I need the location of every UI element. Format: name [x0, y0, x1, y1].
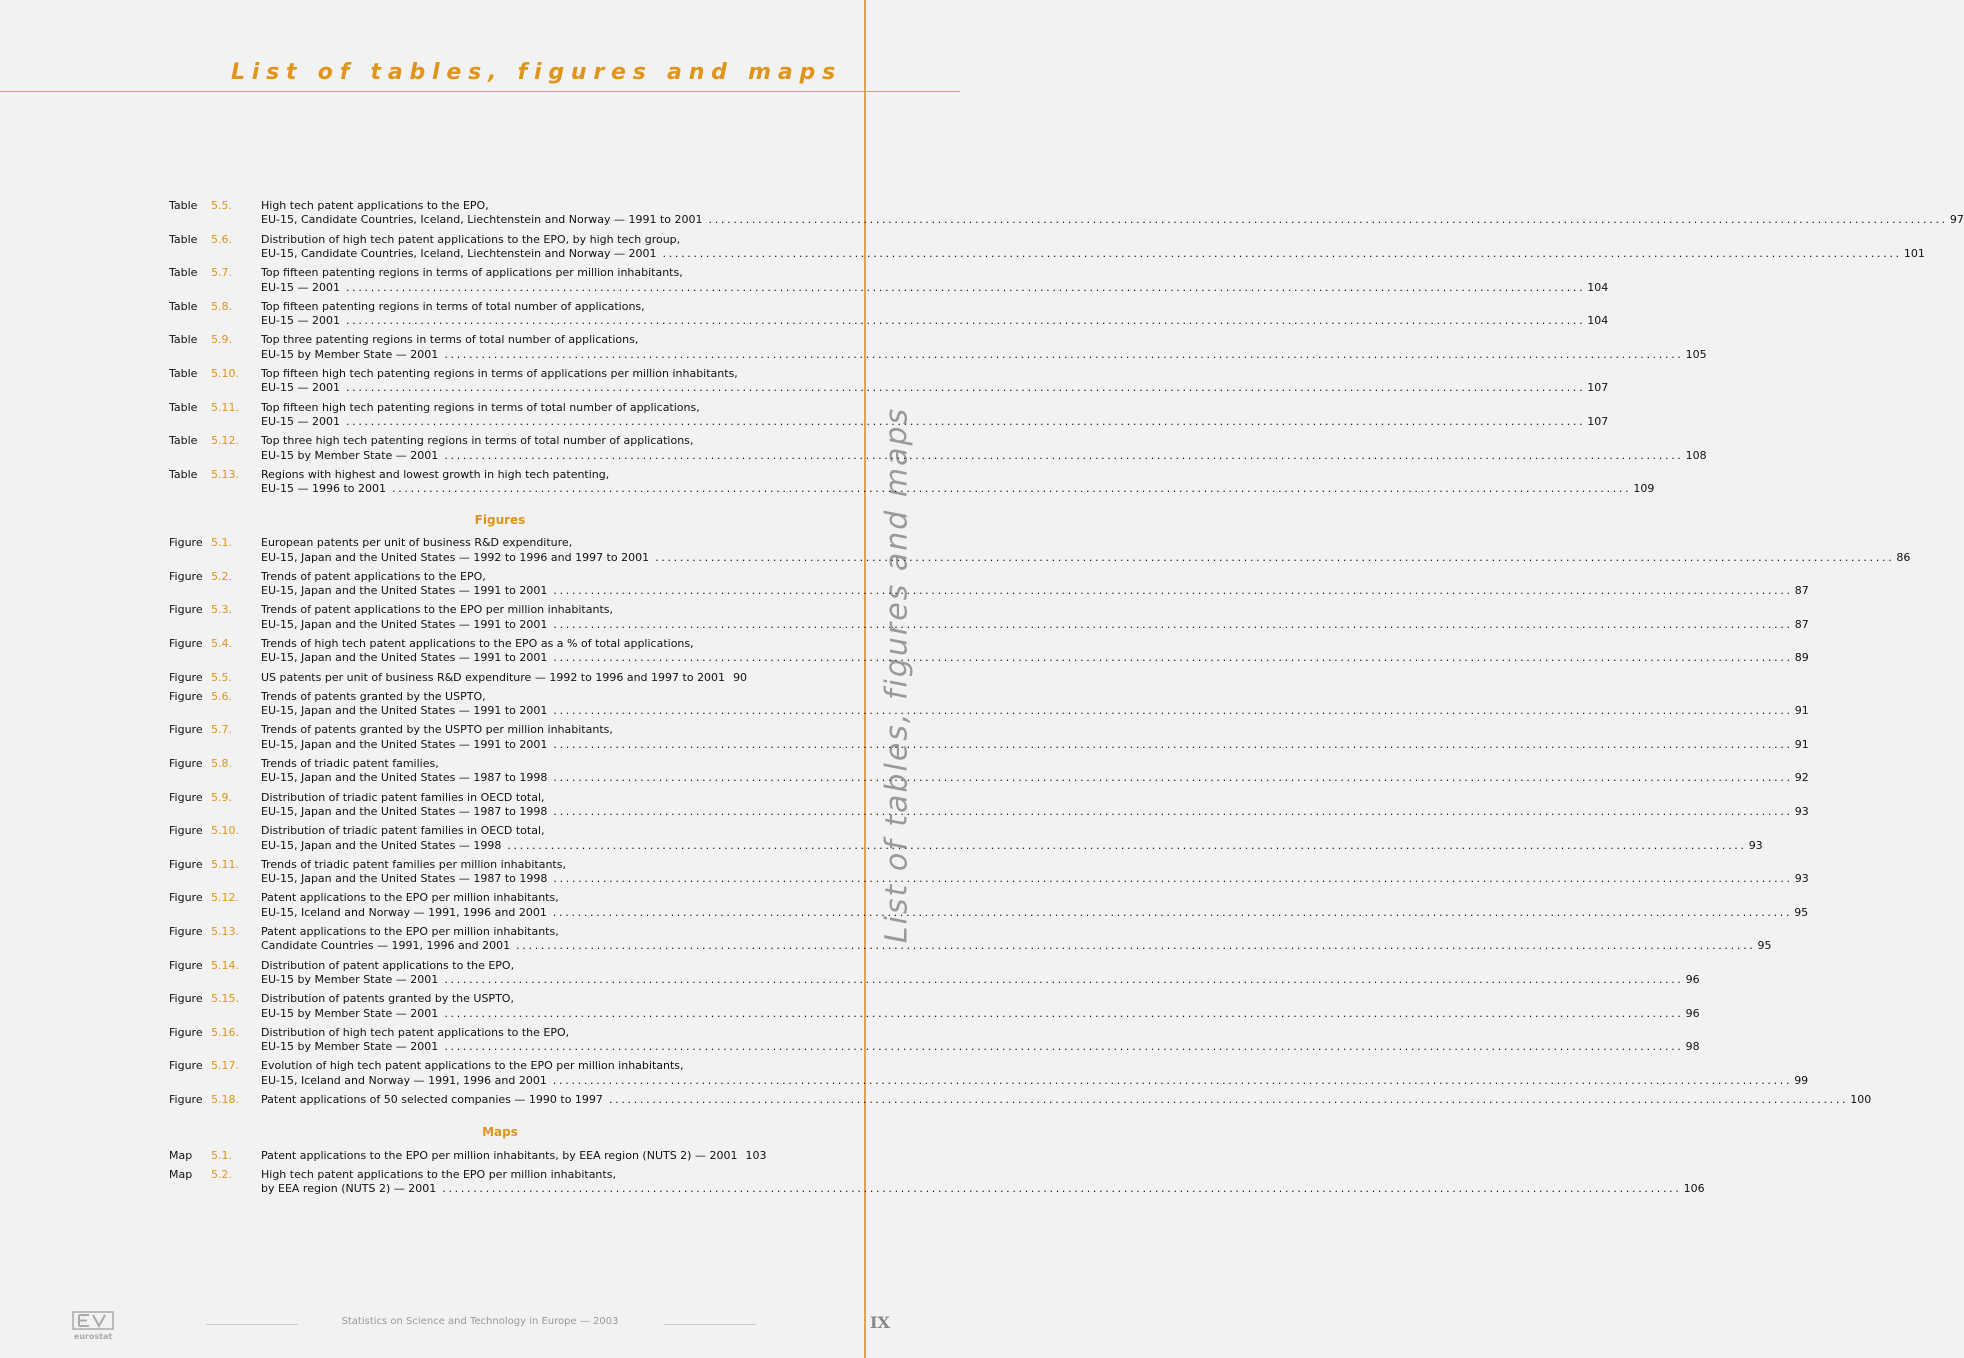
entry-number: 5.8. — [211, 756, 232, 770]
entry-description — [261, 1093, 1872, 1107]
dot-leader: ........................................................................................................................................................................................................ — [553, 617, 1793, 631]
entry-page: 91 — [1794, 737, 1809, 751]
entry-line-2 — [261, 939, 1772, 953]
entry-number: 5.8. — [211, 299, 232, 313]
entry-page: 92 — [1794, 771, 1809, 785]
dot-leader: ........................................................................................................................................................................................................ — [507, 838, 1747, 852]
side-rule — [864, 0, 866, 1358]
entry-line-2 — [261, 247, 1925, 261]
entry-line-1: Distribution of high tech patent applications to the EPO, by high tech group, — [261, 232, 681, 246]
entry-description — [261, 232, 1925, 262]
maps-list — [169, 1148, 1705, 1197]
entry-line-2 — [261, 280, 1609, 295]
entry-page: 95 — [1757, 939, 1772, 953]
entry-line-1: Trends of triadic patent families, — [261, 756, 439, 770]
entry-line-1: Patent applications to the EPO per million inhabitants, — [261, 925, 559, 938]
entry-description — [261, 400, 1609, 430]
entry-page: 96 — [1685, 973, 1700, 987]
entry-page: 87 — [1794, 617, 1809, 631]
entry-description — [261, 1148, 767, 1163]
entry-description — [261, 199, 1964, 228]
entry-page: 105 — [1685, 347, 1707, 361]
entry-number: 5.2. — [211, 569, 232, 583]
entry-description — [261, 857, 1809, 887]
entry-number: 5.14. — [211, 958, 239, 972]
entry-line-1: Trends of triadic patent families per million inhabitants, — [261, 857, 566, 871]
header-rule — [0, 91, 960, 92]
entry-page: 104 — [1587, 314, 1609, 328]
entry-kind: Table — [169, 232, 198, 246]
entry-line-2 — [261, 482, 1655, 496]
entry-kind: Figure — [169, 824, 203, 838]
entry-number: 5.1. — [211, 536, 232, 550]
dot-leader: ........................................................................................................................................................................................................ — [553, 651, 1793, 665]
entry-line-2-text: EU-15, Japan and the United States — 1991 to 2001 — [261, 584, 548, 598]
dot-leader: ........................................................................................................................................................................................................ — [345, 415, 1586, 429]
toc-entry — [169, 636, 1809, 666]
toc-entry — [169, 603, 1809, 632]
entry-page: 104 — [1587, 280, 1609, 294]
entry-number: 5.18. — [211, 1093, 239, 1107]
entry-line-2-text: EU-15 — 2001 — [261, 280, 340, 294]
entry-number: 5.6. — [211, 232, 232, 246]
entry-description — [261, 266, 1609, 295]
entry-line-1: Distribution of high tech patent applications to the EPO, — [261, 1025, 570, 1039]
entry-description — [261, 636, 1809, 666]
entry-line-2 — [261, 1073, 1809, 1088]
entry-number: 5.7. — [211, 723, 232, 737]
toc-entry — [169, 333, 1707, 362]
entry-page: 87 — [1794, 584, 1809, 598]
entry-description — [261, 790, 1809, 820]
entry-number: 5.17. — [211, 1059, 239, 1073]
entry-line-2 — [261, 1093, 1872, 1107]
entry-line-2 — [261, 1182, 1705, 1196]
entry-line-1: European patents per unit of business R&D expenditure, — [261, 536, 573, 550]
page-title: List of tables, figures and maps — [230, 60, 842, 85]
entry-page: 91 — [1794, 704, 1809, 718]
dot-leader: ........................................................................................................................................................................................................ — [553, 804, 1793, 818]
svg-text:eurostat: eurostat — [73, 1332, 113, 1341]
entry-kind: Figure — [169, 756, 203, 770]
entry-line-1: Top three patenting regions in terms of total number of applications, — [261, 333, 639, 347]
toc-entry — [169, 1168, 1705, 1197]
entry-line-1: Evolution of high tech patent applications to the EPO per million inhabitants, — [261, 1059, 684, 1073]
entry-number: 5.11. — [211, 857, 239, 871]
entry-line-1: Regions with highest and lowest growth in high tech patenting, — [261, 467, 610, 481]
entry-kind: Figure — [169, 603, 203, 617]
entry-kind: Figure — [169, 790, 203, 804]
entry-line-2 — [261, 448, 1707, 463]
dot-leader: ........................................................................................................................................................................................................ — [553, 584, 1793, 598]
footer-rule-right — [664, 1324, 756, 1325]
entry-description — [261, 333, 1707, 362]
entry-line-2 — [261, 651, 1809, 665]
dot-leader: ........................................................................................................................................................................................................ — [345, 314, 1586, 328]
entry-line-2-text: EU-15, Japan and the United States — 1991 to 2001 — [261, 617, 548, 631]
entry-kind: Table — [169, 199, 198, 212]
toc-entry — [169, 857, 1809, 887]
entry-description — [261, 925, 1772, 954]
entry-page: 103 — [745, 1148, 767, 1162]
entry-page: 93 — [1794, 804, 1809, 818]
entry-page: 100 — [1850, 1093, 1872, 1107]
entry-line-1: Distribution of triadic patent families in OECD total, — [261, 824, 545, 838]
entry-kind: Table — [169, 266, 198, 280]
entry-description — [261, 824, 1763, 853]
entry-line-2-text: EU-15, Japan and the United States — 1991 to 2001 — [261, 704, 548, 718]
entry-line-2-text: Patent applications to the EPO per million inhabitants, by EEA region (NUTS 2) — 2001 — [261, 1148, 738, 1162]
entry-description — [261, 1168, 1705, 1197]
toc-entry — [169, 723, 1809, 752]
entry-kind: Table — [169, 367, 198, 381]
dot-leader: ........................................................................................................................................................................................................ — [444, 973, 1684, 987]
toc-entry — [169, 891, 1809, 920]
entry-page: 99 — [1794, 1073, 1809, 1087]
entry-number: 5.10. — [211, 824, 239, 838]
entry-number: 5.7. — [211, 266, 232, 280]
toc-entry — [169, 756, 1809, 786]
entry-page: 107 — [1587, 415, 1609, 429]
entry-kind: Figure — [169, 536, 203, 550]
entry-line-2 — [261, 804, 1809, 819]
toc-entry — [169, 824, 1763, 853]
entry-number: 5.3. — [211, 603, 232, 617]
entry-line-2-text: EU-15, Japan and the United States — 1992 to 1996 and 1997 to 2001 — [261, 550, 650, 564]
entry-page: 101 — [1903, 247, 1925, 261]
entry-line-2-text: EU-15 by Member State — 2001 — [261, 448, 439, 462]
entry-line-2-text: EU-15, Japan and the United States — 1987 to 1998 — [261, 872, 548, 886]
dot-leader: ........................................................................................................................................................................................................ — [553, 872, 1793, 886]
entry-page: 86 — [1896, 550, 1911, 564]
entry-page: 98 — [1685, 1040, 1700, 1054]
toc-entry — [169, 536, 1911, 565]
entry-number: 5.5. — [211, 670, 232, 684]
entry-line-1: Distribution of triadic patent families in OECD total, — [261, 790, 545, 804]
entry-page: 89 — [1794, 651, 1809, 665]
side-title: List of tables, figures and maps — [879, 406, 915, 944]
dot-leader: ........................................................................................................................................................................................................ — [516, 939, 1756, 953]
entry-line-2-text: EU-15, Japan and the United States — 1987 to 1998 — [261, 771, 548, 785]
entry-description — [261, 689, 1809, 719]
entry-line-2-text: EU-15, Candidate Countries, Iceland, Liechtenstein and Norway — 1991 to 2001 — [261, 213, 703, 227]
entry-description — [261, 367, 1609, 396]
entry-line-2-text: EU-15 by Member State — 2001 — [261, 347, 439, 361]
entry-line-2 — [261, 1040, 1700, 1054]
entry-line-2-text: EU-15 by Member State — 2001 — [261, 1006, 439, 1020]
toc-entry — [169, 299, 1609, 329]
toc-entry — [169, 689, 1809, 719]
entry-line-2-text: EU-15, Japan and the United States — 1991 to 2001 — [261, 737, 548, 751]
entry-kind: Figure — [169, 723, 203, 737]
entry-description — [261, 299, 1609, 329]
entry-line-2 — [261, 905, 1809, 920]
entry-description — [261, 891, 1809, 920]
entry-line-2-text: EU-15, Candidate Countries, Iceland, Liechtenstein and Norway — 2001 — [261, 247, 657, 261]
toc-entry — [169, 992, 1700, 1021]
entry-line-1: Trends of patent applications to the EPO, — [261, 569, 486, 583]
entry-page: 108 — [1685, 448, 1707, 462]
entry-line-2 — [261, 617, 1809, 632]
dot-leader: ........................................................................................................................................................................................................ — [655, 550, 1895, 564]
toc-entry — [169, 569, 1809, 599]
footer-text: Statistics on Science and Technology in Europe — 2003 — [341, 1316, 619, 1327]
entry-line-2-text: EU-15, Japan and the United States — 1998 — [261, 838, 502, 852]
entry-line-1: Trends of high tech patent applications to the EPO as a % of total applications, — [261, 636, 694, 650]
entry-kind: Figure — [169, 1093, 203, 1107]
toc-entry — [169, 199, 1964, 228]
toc-entry — [169, 266, 1609, 295]
entry-description — [261, 569, 1809, 599]
entry-kind: Figure — [169, 992, 203, 1006]
entry-line-2-text: EU-15 — 2001 — [261, 381, 340, 395]
entry-description — [261, 756, 1809, 786]
toc-entry — [169, 790, 1809, 820]
entry-line-2 — [261, 1148, 767, 1163]
entry-page: 106 — [1683, 1182, 1705, 1196]
dot-leader: ........................................................................................................................................................................................................ — [345, 381, 1586, 395]
entry-line-1: Patent applications to the EPO per million inhabitants, — [261, 891, 559, 905]
entry-line-1: Top fifteen high tech patenting regions in terms of total number of applications, — [261, 400, 700, 414]
toc-entry — [169, 434, 1707, 463]
entry-line-2 — [261, 973, 1700, 987]
entry-line-2 — [261, 314, 1609, 328]
entry-line-2 — [261, 838, 1763, 853]
entry-line-2-text: EU-15, Iceland and Norway — 1991, 1996 and 2001 — [261, 905, 547, 919]
dot-leader: ........................................................................................................................................................................................................ — [662, 247, 1902, 261]
entry-description — [261, 434, 1707, 463]
toc-entry — [169, 1059, 1809, 1088]
dot-leader: ........................................................................................................................................................................................................ — [553, 771, 1793, 785]
entry-description — [261, 467, 1655, 497]
toc-entry — [169, 1148, 767, 1163]
entry-number: 5.12. — [211, 891, 239, 905]
dot-leader: ........................................................................................................................................................................................................ — [442, 1182, 1682, 1196]
dot-leader: ........................................................................................................................................................................................................ — [345, 280, 1586, 294]
entry-kind: Table — [169, 400, 198, 414]
dot-leader: ........................................................................................................................................................................................................ — [552, 1073, 1793, 1087]
entry-line-2 — [261, 1006, 1700, 1021]
entry-line-1: Distribution of patents granted by the USPTO, — [261, 992, 514, 1006]
dot-leader: ........................................................................................................................................................................................................ — [553, 737, 1793, 751]
dot-leader: ........................................................................................................................................................................................................ — [708, 213, 1948, 227]
entry-number: 5.9. — [211, 790, 232, 804]
entry-page: 96 — [1685, 1006, 1700, 1020]
toc-entry — [169, 670, 748, 685]
entry-kind: Table — [169, 434, 198, 448]
entry-line-1: Top fifteen patenting regions in terms of applications per million inhabitants, — [261, 266, 683, 280]
entry-number: 5.4. — [211, 636, 232, 650]
entry-description — [261, 603, 1809, 632]
entry-number: 5.12. — [211, 434, 239, 448]
entry-line-2-text: EU-15 — 2001 — [261, 314, 340, 328]
entry-line-2 — [261, 213, 1964, 227]
entry-kind: Figure — [169, 925, 203, 938]
entry-kind: Figure — [169, 1059, 203, 1073]
entry-line-1: Distribution of patent applications to the EPO, — [261, 958, 515, 972]
entry-page: 107 — [1587, 381, 1609, 395]
dot-leader: ........................................................................................................................................................................................................ — [444, 448, 1684, 462]
figures-heading: Figures — [474, 512, 526, 527]
entry-line-2-text: Candidate Countries — 1991, 1996 and 2001 — [261, 939, 511, 953]
entry-kind: Figure — [169, 689, 203, 703]
entry-line-2 — [261, 704, 1809, 718]
entry-page: 93 — [1748, 838, 1763, 852]
entry-number: 5.2. — [211, 1168, 232, 1182]
entry-line-1: Trends of patent applications to the EPO per million inhabitants, — [261, 603, 613, 617]
entry-line-1: Trends of patents granted by the USPTO per million inhabitants, — [261, 723, 613, 737]
entry-number: 5.10. — [211, 367, 239, 381]
entry-line-1: Top three high tech patenting regions in terms of total number of applications, — [261, 434, 694, 448]
entry-number: 5.1. — [211, 1148, 232, 1162]
entry-kind: Figure — [169, 569, 203, 583]
entry-line-2-text: EU-15 by Member State — 2001 — [261, 973, 439, 987]
entry-line-2-text: Patent applications of 50 selected companies — 1990 to 1997 — [261, 1093, 603, 1107]
dot-leader: ........................................................................................................................................................................................................ — [444, 347, 1684, 361]
entry-description — [261, 1059, 1809, 1088]
entry-line-2-text: EU-15, Japan and the United States — 1991 to 2001 — [261, 651, 548, 665]
entry-page: 90 — [733, 670, 748, 684]
entry-line-2-text: EU-15, Japan and the United States — 1987 to 1998 — [261, 804, 548, 818]
entry-kind: Figure — [169, 857, 203, 871]
entry-description — [261, 723, 1809, 752]
toc-entry — [169, 958, 1700, 988]
toc-entry — [169, 400, 1609, 430]
entry-kind: Map — [169, 1168, 193, 1182]
entry-description — [261, 1025, 1700, 1055]
entry-line-2 — [261, 670, 748, 685]
entry-description — [261, 992, 1700, 1021]
entry-description — [261, 958, 1700, 988]
entry-number: 5.9. — [211, 333, 232, 347]
entry-number: 5.6. — [211, 689, 232, 703]
entry-page: 93 — [1794, 872, 1809, 886]
entry-line-1: Top fifteen patenting regions in terms of total number of applications, — [261, 299, 645, 313]
entry-line-2 — [261, 872, 1809, 886]
entry-line-1: Trends of patents granted by the USPTO, — [261, 689, 486, 703]
entry-line-2 — [261, 550, 1911, 565]
tables-list — [169, 199, 1964, 497]
entry-description — [261, 670, 748, 685]
entry-kind: Table — [169, 467, 198, 481]
entry-line-2-text: EU-15 — 2001 — [261, 415, 340, 429]
entry-number: 5.11. — [211, 400, 239, 414]
entry-number: 5.13. — [211, 925, 239, 938]
entry-line-2 — [261, 415, 1609, 429]
entry-kind: Map — [169, 1148, 193, 1162]
entry-page: 97 — [1949, 213, 1964, 227]
entry-line-2 — [261, 347, 1707, 362]
entry-number: 5.16. — [211, 1025, 239, 1039]
entry-page: 109 — [1633, 482, 1655, 496]
entry-kind: Figure — [169, 891, 203, 905]
dot-leader: ........................................................................................................................................................................................................ — [444, 1040, 1684, 1054]
entry-line-2-text: EU-15, Iceland and Norway — 1991, 1996 and 2001 — [261, 1073, 547, 1087]
entry-line-1: High tech patent applications to the EPO, — [261, 199, 489, 212]
entry-kind: Table — [169, 333, 198, 347]
dot-leader: ........................................................................................................................................................................................................ — [552, 905, 1793, 919]
toc-entry — [169, 367, 1609, 396]
entry-line-2-text: EU-15 — 1996 to 2001 — [261, 482, 386, 496]
entry-line-2-text: by EEA region (NUTS 2) — 2001 — [261, 1182, 437, 1196]
entry-line-1: High tech patent applications to the EPO per million inhabitants, — [261, 1168, 616, 1182]
toc-entry — [169, 1093, 1872, 1107]
entry-page: 95 — [1794, 905, 1809, 919]
maps-heading: Maps — [482, 1125, 518, 1140]
entry-kind: Figure — [169, 670, 203, 684]
entry-line-2 — [261, 584, 1809, 598]
toc-entry — [169, 1025, 1700, 1055]
entry-line-2 — [261, 737, 1809, 752]
entry-kind: Figure — [169, 1025, 203, 1039]
entry-line-2 — [261, 771, 1809, 785]
page-number: IX — [870, 1313, 890, 1332]
dot-leader: ........................................................................................................................................................................................................ — [608, 1093, 1849, 1107]
entry-number: 5.13. — [211, 467, 239, 481]
entry-kind: Figure — [169, 636, 203, 650]
toc-entry — [169, 467, 1655, 497]
entry-line-2 — [261, 381, 1609, 395]
entry-kind: Table — [169, 299, 198, 313]
entry-kind: Figure — [169, 958, 203, 972]
toc-entry — [169, 232, 1925, 262]
toc-entry — [169, 925, 1772, 954]
entry-line-2-text: EU-15 by Member State — 2001 — [261, 1040, 439, 1054]
entry-line-2-text: US patents per unit of business R&D expenditure — 1992 to 1996 and 1997 to 2001 — [261, 670, 726, 684]
entry-number: 5.15. — [211, 992, 239, 1006]
dot-leader: ........................................................................................................................................................................................................ — [392, 482, 1632, 496]
entry-description — [261, 536, 1911, 565]
entry-number: 5.5. — [211, 199, 232, 212]
dot-leader: ........................................................................................................................................................................................................ — [553, 704, 1793, 718]
dot-leader: ........................................................................................................................................................................................................ — [444, 1006, 1684, 1020]
entry-line-1: Top fifteen high tech patenting regions in terms of applications per million inhabitants, — [261, 367, 738, 381]
